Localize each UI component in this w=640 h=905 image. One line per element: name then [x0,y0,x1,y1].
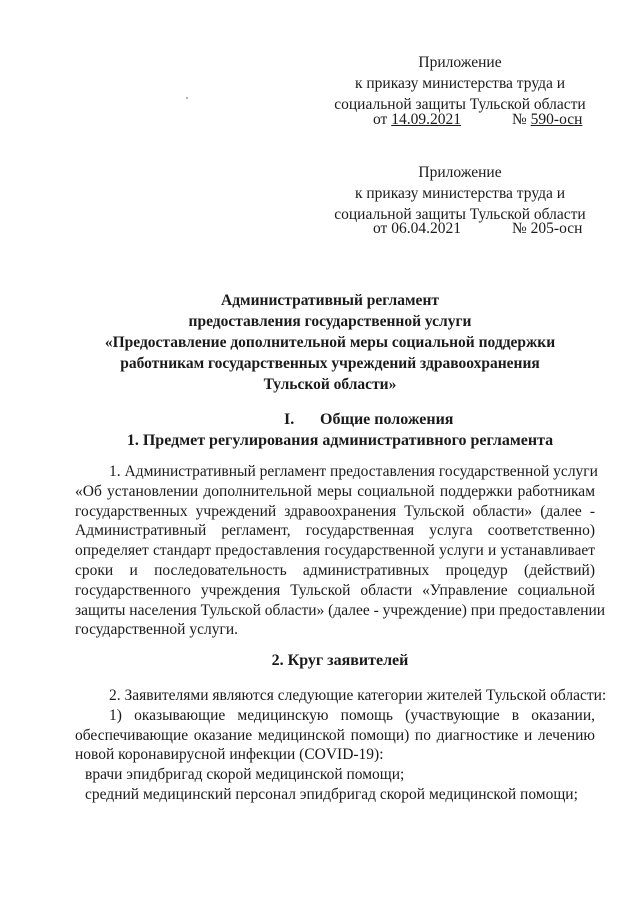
paragraph-line: защиты населения Тульской области» (далее - учреждение) при предоставлении [75,601,606,619]
list-item-line: 1) оказывающие медицинскую помощь (участвующие в оказании, [109,706,595,724]
document-title [60,290,600,395]
list-item-line: обеспечивающие оказание медицинской помощи) по диагностике и лечению [75,726,595,744]
paragraph-intro: 2. Заявителями являются следующие категории жителей Тульской области: [109,687,607,704]
date-prefix: от [373,111,392,128]
appendix-ministry-line: социальной защиты Тульской области [334,206,586,223]
order-number [512,111,582,129]
paragraph-line: определяет стандарт предоставления государственной услуги и устанавливает [75,542,595,560]
appendix-order-line: к приказу министерства труда и [354,75,566,92]
appendix-header-current [330,52,590,115]
date-value: 14.09.2021 [391,111,461,128]
order-date [373,111,461,129]
title-line: «Предоставление дополнительной меры социальной поддержки [104,334,556,351]
appendix-order-line: к приказу министерства труда и [354,185,566,202]
title-line: Административный регламент [221,292,439,309]
title-line: Тульской области» [263,376,397,393]
appendix-ministry-line: социальной защиты Тульской области [334,96,586,113]
title-line: работникам государственных учреждений здравоохранения [120,355,540,372]
paragraph-line: Административный регламент, государственная услуга соответственно) [75,522,595,540]
paragraph-line: государственной услуги. [75,621,238,639]
number-value: 590-осн [530,111,583,128]
paragraph-1 [75,462,606,640]
number-prefix: № [512,111,531,128]
appendix-label: Приложение [418,164,502,181]
section-1-heading [284,411,453,429]
paragraph-line: «Об установлении дополнительной меры социальной поддержки работникам [75,482,595,500]
original-order-number: № 205-осн [512,220,583,237]
paragraph-line: сроки и последовательность административных процедур (действий) [75,561,595,579]
paragraph-2 [75,686,607,805]
sub-list-item: врачи эпидбригад скорой медицинской помощи; [85,766,405,784]
paragraph-line: государственных учреждений здравоохранения Тульской области» (далее - [75,502,595,520]
section-number: I. [284,411,295,428]
appendix-label: Приложение [418,54,502,71]
scan-speck [186,97,188,99]
appendix-header-original [330,162,590,225]
subsection-1-heading: 1. Предмет регулирования административного регламента [126,432,554,449]
title-line: предоставления государственной услуги [188,313,472,330]
original-order-date: от 06.04.2021 [373,220,461,237]
list-item-line: новой коронавирусной инфекции (COVID-19): [75,746,384,764]
sub-list-item: средний медицинский персонал эпидбригад скорой медицинской помощи; [85,785,578,803]
section-title: Общие положения [320,411,454,428]
paragraph-line: государственного учреждения Тульской области «Управление социальной [75,581,595,599]
paragraph-line: 1. Административный регламент предоставления государственной услуги [109,463,598,480]
subsection-2-heading: 2. Круг заявителей [271,652,409,669]
